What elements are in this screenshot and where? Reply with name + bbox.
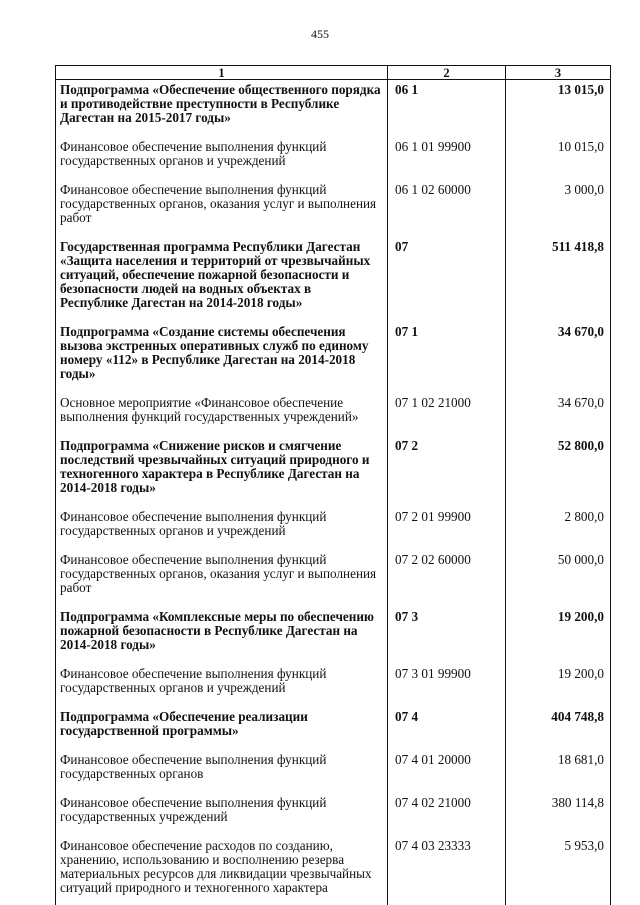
table-row (56, 750, 611, 793)
table-row (56, 137, 611, 180)
row-code-cell: 07 1 (388, 322, 506, 393)
row-code-cell: 07 4 03 23333 (388, 836, 506, 905)
row-amount-cell: 34 670,0 (506, 322, 611, 393)
row-code-cell: 07 1 02 21000 (388, 393, 506, 436)
table-body (56, 80, 611, 905)
row-amount-cell: 50 000,0 (506, 550, 611, 607)
row-amount-cell: 52 800,0 (506, 436, 611, 507)
row-amount-cell: 404 748,8 (506, 707, 611, 750)
header-col-1: 1 (56, 66, 388, 80)
row-code-cell: 07 3 (388, 607, 506, 664)
row-name-cell: Подпрограмма «Снижение рисков и смягчение последствий чрезвычайных ситуаций природного и техногенного характера в Республике Дагестан на 2014-2018 годы» (56, 436, 388, 507)
row-code-cell: 06 1 01 99900 (388, 137, 506, 180)
row-code-cell: 07 4 (388, 707, 506, 750)
table-row (56, 436, 611, 507)
budget-table (55, 65, 611, 905)
row-name-cell: Подпрограмма «Создание системы обеспечения вызова экстренных оперативных служб по единому номеру «112» в Республике Дагестан на 2014-2018 годы» (56, 322, 388, 393)
row-amount-cell: 13 015,0 (506, 80, 611, 138)
row-amount-cell: 19 200,0 (506, 664, 611, 707)
row-amount-cell: 2 800,0 (506, 507, 611, 550)
row-code-cell: 07 2 01 99900 (388, 507, 506, 550)
row-amount-cell: 380 114,8 (506, 793, 611, 836)
header-row (56, 66, 611, 80)
header-col-3: 3 (506, 66, 611, 80)
table-row (56, 80, 611, 138)
row-name-cell: Финансовое обеспечение расходов по созданию, хранению, использованию и восполнению резерва материальных ресурсов для ликвидации чрезвычайных ситуаций природного и техногенного характера (56, 836, 388, 905)
table-row (56, 836, 611, 905)
table-row (56, 793, 611, 836)
row-name-cell: Государственная программа Республики Дагестан «Защита населения и территорий от чрезвычайных ситуаций, обеспечение пожарной безопасности и безопасности людей на водных объектах в Республике Дагестан на 2014-2018 годы» (56, 237, 388, 322)
row-name-cell: Основное мероприятие «Финансовое обеспечение выполнения функций государственных учреждений» (56, 393, 388, 436)
table-row (56, 707, 611, 750)
row-code-cell: 06 1 02 60000 (388, 180, 506, 237)
table-header (56, 66, 611, 80)
row-name-cell: Подпрограмма «Обеспечение реализации государственной программы» (56, 707, 388, 750)
row-amount-cell: 511 418,8 (506, 237, 611, 322)
table-row (56, 664, 611, 707)
row-amount-cell: 19 200,0 (506, 607, 611, 664)
row-amount-cell: 5 953,0 (506, 836, 611, 905)
page-number: 455 (311, 27, 329, 41)
table-row (56, 322, 611, 393)
row-name-cell: Финансовое обеспечение выполнения функций государственных учреждений (56, 793, 388, 836)
row-name-cell: Подпрограмма «Комплексные меры по обеспечению пожарной безопасности в Республике Дагестан на 2014-2018 годы» (56, 607, 388, 664)
table-row (56, 550, 611, 607)
row-name-cell: Финансовое обеспечение выполнения функций государственных органов, оказания услуг и выполнения работ (56, 550, 388, 607)
row-name-cell: Финансовое обеспечение выполнения функций государственных органов и учреждений (56, 664, 388, 707)
row-amount-cell: 3 000,0 (506, 180, 611, 237)
table-row (56, 393, 611, 436)
row-code-cell: 07 3 01 99900 (388, 664, 506, 707)
row-code-cell: 07 4 02 21000 (388, 793, 506, 836)
table-row (56, 237, 611, 322)
row-name-cell: Финансовое обеспечение выполнения функций государственных органов (56, 750, 388, 793)
table-row (56, 180, 611, 237)
row-code-cell: 07 2 02 60000 (388, 550, 506, 607)
row-name-cell: Финансовое обеспечение выполнения функций государственных органов и учреждений (56, 137, 388, 180)
table-row (56, 607, 611, 664)
row-name-cell: Финансовое обеспечение выполнения функций государственных органов и учреждений (56, 507, 388, 550)
row-name-cell: Подпрограмма «Обеспечение общественного порядка и противодействие преступности в Республике Дагестан на 2015-2017 годы» (56, 80, 388, 138)
row-code-cell: 07 2 (388, 436, 506, 507)
row-code-cell: 07 (388, 237, 506, 322)
row-amount-cell: 10 015,0 (506, 137, 611, 180)
row-code-cell: 07 4 01 20000 (388, 750, 506, 793)
row-name-cell: Финансовое обеспечение выполнения функций государственных органов, оказания услуг и выполнения работ (56, 180, 388, 237)
table-row (56, 507, 611, 550)
row-code-cell: 06 1 (388, 80, 506, 138)
row-amount-cell: 18 681,0 (506, 750, 611, 793)
row-amount-cell: 34 670,0 (506, 393, 611, 436)
header-col-2: 2 (388, 66, 506, 80)
